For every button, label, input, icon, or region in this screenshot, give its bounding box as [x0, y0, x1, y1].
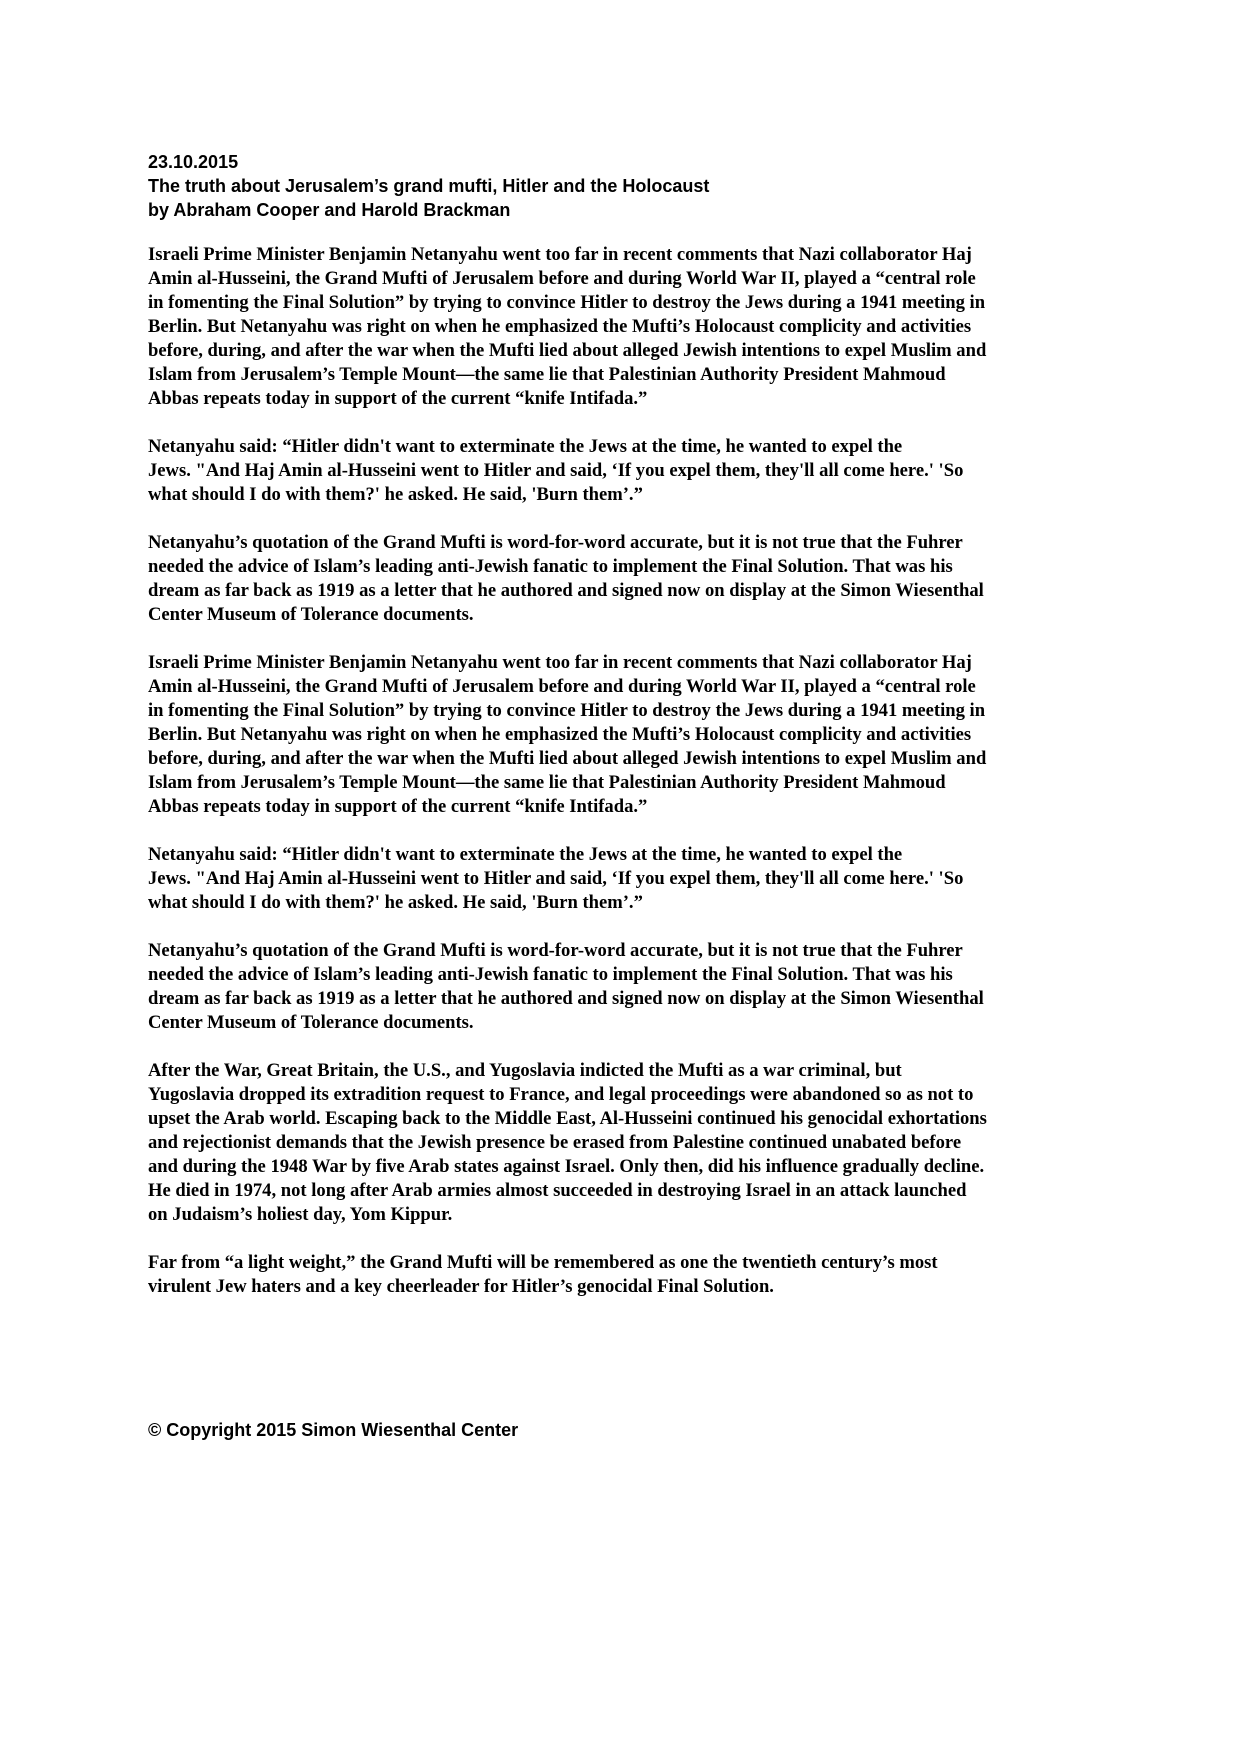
article-byline: by Abraham Cooper and Harold Brackman	[148, 200, 511, 220]
paragraph: Far from “a light weight,” the Grand Mufti will be remembered as one the twentieth century’s most virulent Jew haters and a key cheerleader for Hitler’s genocidal Final Solution.	[148, 1252, 938, 1297]
paragraph: After the War, Great Britain, the U.S., and Yugoslavia indicted the Mufti as a war criminal, but Yugoslavia dropped its extradition request to France, and legal proceedings were abandoned so as not to upset the Arab world. Escaping back to the Middle East, Al-Husseini continued his genocidal exhortations and rejectionist demands that the Jewish presence be erased from Palestine continued unabated before and during the 1948 War by five Arab states against Israel. Only then, did his influence gradually decline. He died in 1974, not long after Arab armies almost succeeded in destroying Israel in an attack launched on Judaism’s holiest day, Yom Kippur.	[148, 1060, 987, 1225]
paragraph: Israeli Prime Minister Benjamin Netanyahu went too far in recent comments that Nazi collaborator Haj Amin al-Husseini, the Grand Mufti of Jerusalem before and during World War II, played a “central role in fomenting the Final Solution” by trying to convince Hitler to destroy the Jews during a 1941 meeting in Berlin. But Netanyahu was right on when he emphasized the Mufti’s Holocaust complicity and activities before, during, and after the war when the Mufti lied about alleged Jewish intentions to expel Muslim and Islam from Jerusalem’s Temple Mount—the same lie that Palestinian Authority President Mahmoud Abbas repeats today in support of the current “knife Intifada.”	[148, 244, 987, 409]
paragraph: Netanyahu’s quotation of the Grand Mufti is word-for-word accurate, but it is not true that the Fuhrer needed the advice of Islam’s leading anti-Jewish fanatic to implement the Final Solution. That was his dream as far back as 1919 as a letter that he authored and signed now on display at the Simon Wiesenthal Center Museum of Tolerance documents.	[148, 940, 984, 1033]
paragraph: Israeli Prime Minister Benjamin Netanyahu went too far in recent comments that Nazi collaborator Haj Amin al-Husseini, the Grand Mufti of Jerusalem before and during World War II, played a “central role in fomenting the Final Solution” by trying to convince Hitler to destroy the Jews during a 1941 meeting in Berlin. But Netanyahu was right on when he emphasized the Mufti’s Holocaust complicity and activities before, during, and after the war when the Mufti lied about alleged Jewish intentions to expel Muslim and Islam from Jerusalem’s Temple Mount—the same lie that Palestinian Authority President Mahmoud Abbas repeats today in support of the current “knife Intifada.”	[148, 652, 987, 817]
paragraph: Netanyahu said: “Hitler didn't want to exterminate the Jews at the time, he wanted to expel the Jews. "And Haj Amin al-Husseini went to Hitler and said, ‘If you expel them, they'll all come here.' 'So what should I do with them?' he asked. He said, 'Burn them’.”	[148, 436, 964, 505]
article-date: 23.10.2015	[148, 152, 239, 172]
paragraph: Netanyahu said: “Hitler didn't want to exterminate the Jews at the time, he wanted to expel the Jews. "And Haj Amin al-Husseini went to Hitler and said, ‘If you expel them, they'll all come here.' 'So what should I do with them?' he asked. He said, 'Burn them’.”	[148, 844, 964, 913]
article-body	[148, 243, 1098, 1299]
copyright-notice: © Copyright 2015 Simon Wiesenthal Center	[148, 1420, 519, 1440]
article-title: The truth about Jerusalem’s grand mufti, Hitler and the Holocaust	[148, 176, 710, 196]
document-page	[148, 150, 1098, 1323]
paragraph: Netanyahu’s quotation of the Grand Mufti is word-for-word accurate, but it is not true that the Fuhrer needed the advice of Islam’s leading anti-Jewish fanatic to implement the Final Solution. That was his dream as far back as 1919 as a letter that he authored and signed now on display at the Simon Wiesenthal Center Museum of Tolerance documents.	[148, 532, 984, 625]
